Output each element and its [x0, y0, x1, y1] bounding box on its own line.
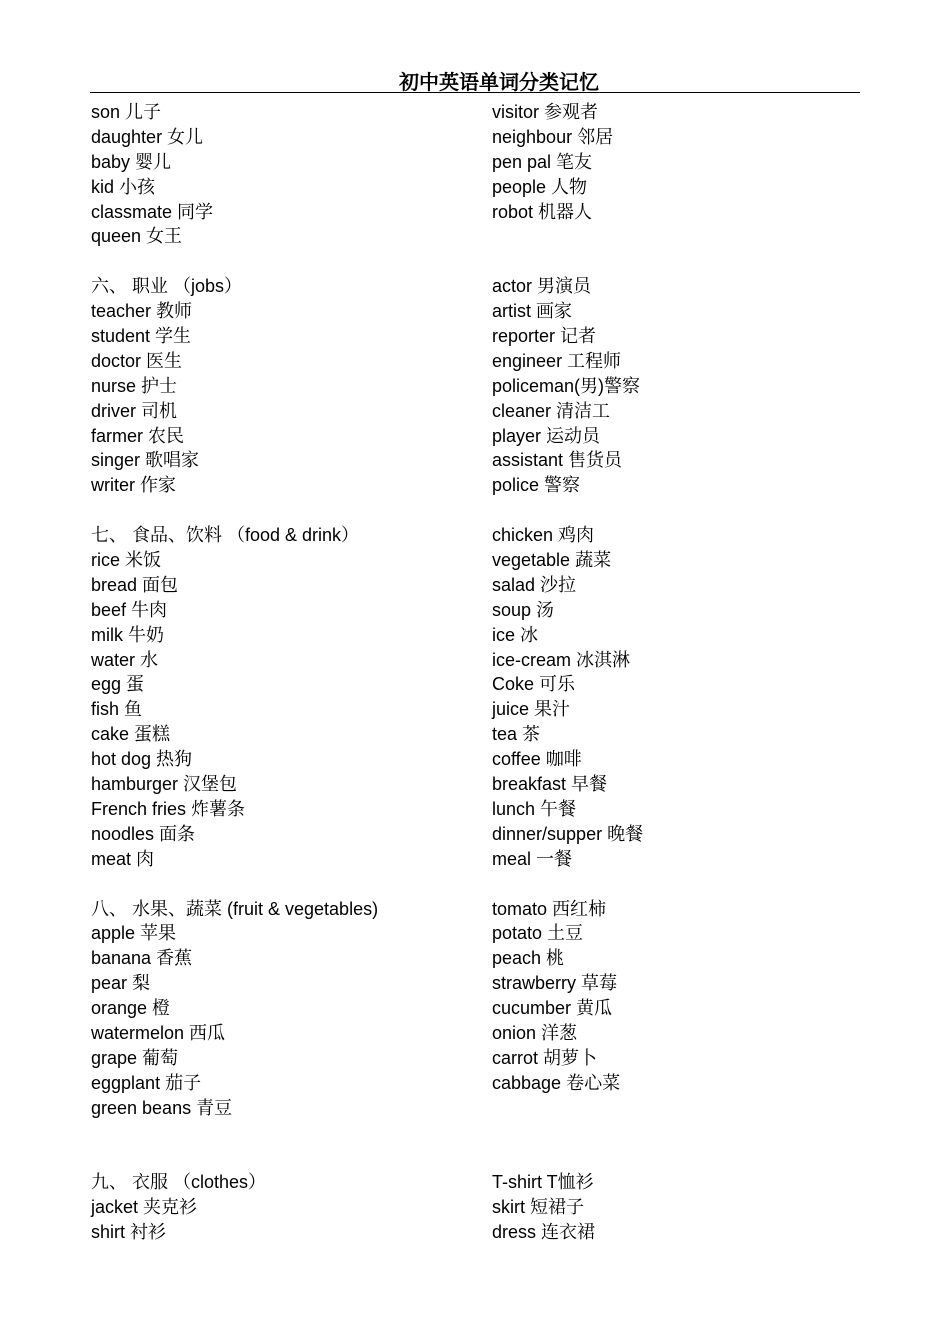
word-entry: strawberry 草莓 — [492, 973, 618, 994]
word-entry: policeman(男)警察 — [492, 375, 641, 396]
word-entry: watermelon 西瓜 — [91, 1022, 226, 1043]
jobs-section — [91, 274, 378, 498]
word-entry: meat 肉 — [91, 848, 155, 869]
left-column — [91, 100, 378, 1245]
word-entry: people 人物 — [492, 176, 588, 197]
word-entry: vegetable 蔬菜 — [492, 550, 612, 571]
fruit-section — [91, 897, 378, 1121]
word-entry: daughter 女儿 — [91, 126, 204, 147]
word-entry: orange 橙 — [91, 998, 171, 1019]
word-entry: chicken 鸡肉 — [492, 525, 595, 546]
word-entry: dress 连衣裙 — [492, 1222, 596, 1243]
word-entry: engineer 工程师 — [492, 350, 622, 371]
word-entry: bread 面包 — [91, 574, 179, 595]
word-entry: visitor 参观者 — [492, 102, 599, 122]
word-entry: doctor 医生 — [91, 350, 183, 371]
word-entry: grape 葡萄 — [91, 1047, 179, 1068]
word-entry: water 水 — [91, 649, 159, 670]
food-list-right — [492, 523, 643, 871]
word-entry: baby 婴儿 — [91, 151, 172, 172]
word-entry: lunch 午餐 — [492, 798, 577, 819]
word-entry: noodles 面条 — [91, 823, 196, 844]
word-entry: assistant 售货员 — [492, 450, 623, 471]
word-entry: cleaner 清洁工 — [492, 400, 611, 421]
word-entry: eggplant 茄子 — [91, 1072, 202, 1093]
fruit-list-right — [492, 897, 643, 1121]
word-entry: farmer 农民 — [91, 425, 185, 446]
word-entry: Coke 可乐 — [492, 674, 576, 695]
section-heading-food: 七、 食品、饮料 （food & drink） — [91, 525, 360, 546]
word-entry: rice 米饭 — [91, 550, 162, 571]
clothes-section — [91, 1170, 378, 1245]
word-entry: coffee 咖啡 — [492, 749, 582, 770]
word-entry: son 儿子 — [91, 102, 162, 122]
family-list-right — [492, 100, 643, 249]
word-entry: fish 鱼 — [91, 699, 143, 720]
word-entry: onion 洋葱 — [492, 1022, 578, 1043]
word-entry: writer 作家 — [91, 475, 176, 496]
page-title: 初中英语单词分类记忆 — [399, 70, 599, 94]
word-entry: shirt 衬衫 — [91, 1222, 167, 1243]
word-entry: T-shirt T恤衫 — [492, 1172, 594, 1193]
right-column — [492, 100, 643, 1245]
section-heading-jobs: 六、 职业 （jobs） — [91, 276, 243, 297]
word-entry: hamburger 汉堡包 — [91, 774, 238, 795]
word-entry: egg 蛋 — [91, 674, 145, 695]
word-entry: peach 桃 — [492, 948, 565, 969]
family-list-left — [91, 100, 378, 249]
section-heading-fruit: 八、 水果、蔬菜 (fruit & vegetables) — [91, 898, 379, 919]
word-entry: green beans 青豆 — [91, 1097, 233, 1118]
word-entry: soup 汤 — [492, 599, 555, 620]
word-entry: milk 牛奶 — [91, 624, 164, 645]
word-entry: queen 女王 — [91, 226, 183, 247]
word-entry: apple 苹果 — [91, 923, 177, 944]
word-entry: ice 冰 — [492, 624, 539, 645]
word-entry: hot dog 热狗 — [91, 749, 193, 770]
word-entry: actor 男演员 — [492, 276, 592, 297]
page-header — [90, 62, 860, 93]
word-entry: breakfast 早餐 — [492, 774, 608, 795]
word-entry: teacher 教师 — [91, 301, 193, 322]
word-entry: reporter 记者 — [492, 326, 597, 347]
word-entry: cabbage 卷心菜 — [492, 1072, 621, 1093]
clothes-list-right — [492, 1170, 643, 1245]
word-entry: artist 画家 — [492, 301, 573, 322]
word-entry: pen pal 笔友 — [492, 151, 593, 172]
word-entry: player 运动员 — [492, 425, 601, 446]
word-entry: classmate 同学 — [91, 201, 214, 222]
word-entry: French fries 炸薯条 — [91, 798, 246, 819]
jobs-list-right — [492, 274, 643, 498]
word-entry: robot 机器人 — [492, 201, 593, 222]
word-entry: tea 茶 — [492, 724, 541, 745]
food-section — [91, 523, 378, 871]
word-entry: pear 梨 — [91, 973, 151, 994]
word-entry: skirt 短裙子 — [492, 1197, 584, 1218]
word-entry: dinner/supper 晚餐 — [492, 823, 644, 844]
word-entry: singer 歌唱家 — [91, 450, 200, 471]
word-entry: salad 沙拉 — [492, 574, 577, 595]
word-entry: nurse 护士 — [91, 375, 178, 396]
word-entry: potato 土豆 — [492, 923, 584, 944]
word-entry: carrot 胡萝卜 — [492, 1047, 598, 1068]
word-entry: driver 司机 — [91, 400, 178, 421]
word-entry: kid 小孩 — [91, 176, 156, 197]
word-entry: cake 蛋糕 — [91, 724, 171, 745]
word-entry: police 警察 — [492, 475, 581, 496]
section-heading-clothes: 九、 衣服 （clothes） — [91, 1172, 267, 1193]
word-entry: ice-cream 冰淇淋 — [492, 649, 631, 670]
word-entry: tomato 西红柿 — [492, 898, 607, 919]
word-entry: student 学生 — [91, 326, 192, 347]
word-entry: juice 果汁 — [492, 699, 571, 720]
word-entry: jacket 夹克衫 — [91, 1197, 198, 1218]
word-entry: cucumber 黄瓜 — [492, 998, 613, 1019]
word-entry: neighbour 邻居 — [492, 126, 614, 147]
word-entry: meal 一餐 — [492, 848, 573, 869]
word-entry: banana 香蕉 — [91, 948, 193, 969]
word-entry: beef 牛肉 — [91, 599, 168, 620]
